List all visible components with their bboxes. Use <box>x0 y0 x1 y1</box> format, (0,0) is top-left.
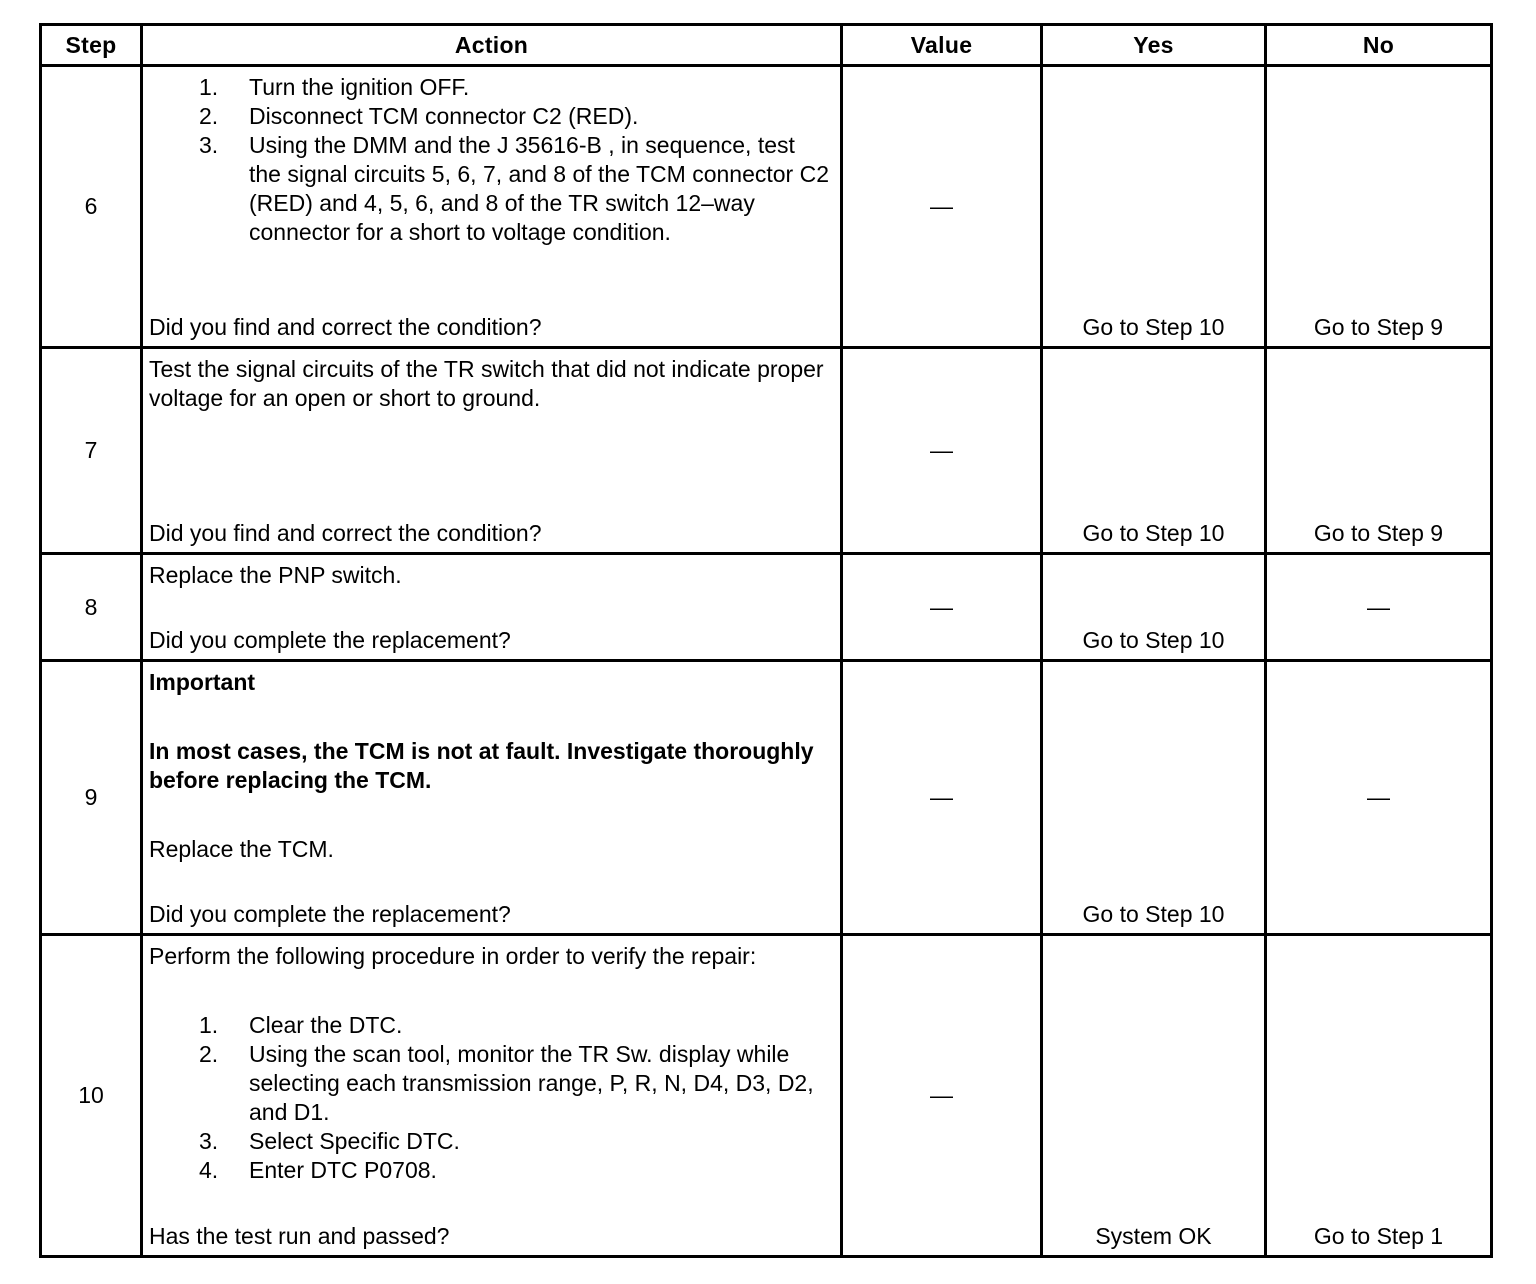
step-number: 8 <box>41 554 142 661</box>
list-item: 4. Enter DTC P0708. <box>199 1157 437 1183</box>
list-item: 3. Using the DMM and the J 35616-B , in sequence, test the signal circuits 5, 6, 7, and 8 of the TCM connector C2 (RED) and 4, 5, 6, and 8 of the TR switch 12–way connector for a short to voltage condition. <box>199 132 829 245</box>
value-cell: — <box>842 554 1042 661</box>
important-text: In most cases, the TCM is not at fault. Investigate thoroughly before replacing the TCM. <box>149 738 814 793</box>
header-row <box>41 25 1492 66</box>
action-text: Replace the TCM. <box>149 836 334 862</box>
value-cell: — <box>842 348 1042 554</box>
table-row-step-7 <box>41 348 1492 554</box>
table-row-step-10 <box>41 935 1492 1257</box>
question-text: Did you find and correct the condition? <box>149 314 542 340</box>
step-number: 9 <box>41 661 142 935</box>
action-cell <box>142 935 842 1257</box>
table-row-step-9 <box>41 661 1492 935</box>
list-item: 2. Using the scan tool, monitor the TR Sw. display while selecting each transmission range, P, R, N, D4, D3, D2, and D1. <box>199 1041 814 1125</box>
intro-text: Perform the following procedure in order to verify the repair: <box>149 943 757 969</box>
question-text: Has the test run and passed? <box>149 1223 450 1249</box>
action-cell <box>142 554 842 661</box>
yes-cell: Go to Step 10 <box>1042 661 1266 935</box>
header-yes: Yes <box>1042 25 1266 66</box>
action-cell <box>142 348 842 554</box>
action-cell <box>142 661 842 935</box>
no-cell: Go to Step 1 <box>1266 935 1492 1257</box>
step-number: 6 <box>41 66 142 348</box>
table-row-step-6 <box>41 66 1492 348</box>
list-item: 3. Select Specific DTC. <box>199 1128 460 1154</box>
important-label: Important <box>149 669 256 695</box>
procedure-list <box>149 1011 832 1185</box>
list-item: 2. Disconnect TCM connector C2 (RED). <box>199 103 639 129</box>
yes-cell: Go to Step 10 <box>1042 348 1266 554</box>
no-cell: — <box>1266 661 1492 935</box>
no-cell: — <box>1266 554 1492 661</box>
question-text: Did you find and correct the condition? <box>149 520 542 546</box>
header-value: Value <box>842 25 1042 66</box>
action-cell <box>142 66 842 348</box>
header-action: Action <box>142 25 842 66</box>
list-item: 1. Clear the DTC. <box>199 1012 403 1038</box>
header-step: Step <box>41 25 142 66</box>
header-no: No <box>1266 25 1492 66</box>
yes-cell: Go to Step 10 <box>1042 66 1266 348</box>
question-text: Did you complete the replacement? <box>149 901 511 927</box>
action-text: Replace the PNP switch. <box>149 562 402 588</box>
value-cell: — <box>842 935 1042 1257</box>
yes-cell: System OK <box>1042 935 1266 1257</box>
value-cell: — <box>842 661 1042 935</box>
list-item: 1. Turn the ignition OFF. <box>199 74 470 100</box>
yes-cell: Go to Step 10 <box>1042 554 1266 661</box>
table-row-step-8 <box>41 554 1492 661</box>
no-cell: Go to Step 9 <box>1266 348 1492 554</box>
diagnostic-table <box>39 23 1493 1258</box>
value-cell: — <box>842 66 1042 348</box>
question-text: Did you complete the replacement? <box>149 627 511 653</box>
step-number: 7 <box>41 348 142 554</box>
no-cell: Go to Step 9 <box>1266 66 1492 348</box>
action-text: Test the signal circuits of the TR switch that did not indicate proper voltage for an open or short to ground. <box>149 356 824 411</box>
step-number: 10 <box>41 935 142 1257</box>
procedure-list <box>149 73 832 247</box>
